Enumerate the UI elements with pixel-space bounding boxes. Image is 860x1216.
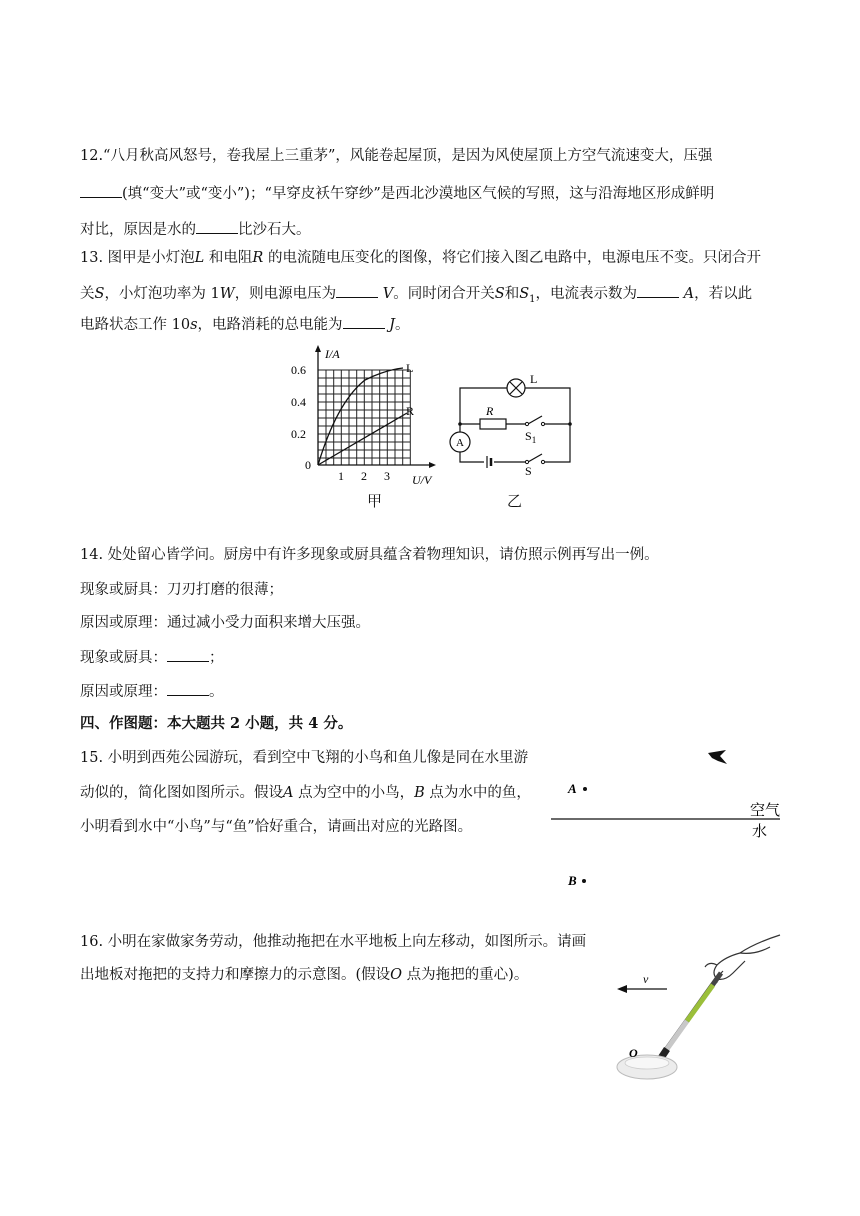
circuit-caption: 乙 — [507, 492, 523, 510]
q13-text: 。 — [394, 317, 410, 333]
q12-line-3 — [80, 219, 311, 240]
q13-text: 和电阻 — [208, 250, 253, 266]
q13-var: s — [190, 317, 198, 333]
graph-grid — [318, 370, 410, 465]
q13-text: ，则电源电压为 — [234, 286, 337, 302]
q15-text: 动似的，简化图如图所示。假设 — [80, 785, 283, 801]
wire-bottom-right — [544, 424, 570, 462]
q15-var: A — [283, 785, 294, 801]
water-label: 水 — [752, 822, 768, 840]
curve-r-label: R — [406, 404, 415, 418]
q13-text: 电路状态工作 10 — [80, 317, 191, 333]
q16-text: 出地板对拖把的支持力和摩擦力的示意图。(假设 — [80, 967, 391, 983]
q13-subscript: 1 — [529, 293, 536, 305]
q14-text: ； — [209, 650, 224, 666]
q13-text: ，若以此 — [694, 286, 753, 302]
junction-right — [568, 422, 572, 426]
lamp-label: L — [530, 372, 538, 386]
q14-line-2: 现象或厨具：刀刃打磨的很薄； — [80, 582, 283, 598]
switch-contact — [525, 422, 528, 425]
q13-var: W — [219, 286, 235, 302]
circuit-diagram — [440, 360, 590, 475]
q14-line-4 — [80, 647, 224, 668]
q13-line-1 — [80, 248, 761, 268]
curve-l-label: L — [406, 361, 414, 375]
q13-var: V — [382, 286, 394, 302]
q13-text: 和 — [504, 286, 520, 302]
ammeter-label: A — [456, 437, 464, 449]
q15-line-3: 小明看到水中“小鸟”与“鱼”恰好重合，请画出对应的光路图。 — [80, 819, 473, 835]
answer-blank[interactable] — [637, 283, 679, 298]
bird-icon — [708, 750, 727, 764]
q13-line-3 — [80, 314, 409, 335]
q15-text: 点为空中的小鸟， — [298, 785, 415, 801]
q13-text: 。同时闭合开关 — [393, 286, 495, 302]
q12-line-2-text: (填“变大”或“变小”)；“早穿皮袄午穿纱”是西北沙漠地区气候的写照，这与沿海地区形成鲜明 — [122, 186, 715, 202]
mop-handle-shaft — [667, 1021, 687, 1049]
y-tick-label: 0 — [305, 458, 311, 472]
switch1-label: $S_1$ — [525, 429, 537, 445]
section-heading: 四、作图题：本大题共 2 小题，共 4 分。 — [80, 715, 353, 732]
resistor-r-icon — [480, 419, 506, 429]
x-tick-label: 2 — [361, 469, 367, 483]
q16-line-1: 16. 小明在家做家务劳动，他推动拖把在水平地板上向左移动，如图所示。请画 — [80, 934, 587, 950]
point-b-dot — [582, 879, 586, 883]
q15-var: B — [414, 785, 425, 801]
q13-var: J — [389, 317, 395, 333]
x-axis-label: U/V — [412, 473, 432, 487]
q12-line-1: 12.“八月秋高风怒号，卷我屋上三重茅”，风能卷起屋顶，是因为风使屋顶上方空气流速变大，压强 — [80, 148, 713, 164]
q16-var: O — [390, 967, 403, 983]
q13-var: L — [194, 250, 205, 266]
q14-line-1: 14. 处处留心皆学问。厨房中有许多现象或厨具蕴含着物理知识，请仿照示例再写出一例。 — [80, 547, 659, 563]
q14-line-3: 原因或原理：通过减小受力面积来增大压强。 — [80, 615, 370, 631]
junction-left — [458, 422, 462, 426]
velocity-arrowhead — [617, 985, 627, 993]
q12-line-3-text-b: 比沙石大。 — [238, 222, 311, 238]
q14-text: 原因或原理： — [80, 684, 167, 700]
q13-text: ，电流表示数为 — [535, 286, 638, 302]
x-tick-label: 1 — [338, 469, 344, 483]
q13-text: 13. 图甲是小灯泡 — [80, 250, 195, 266]
graph-caption: 甲 — [367, 492, 383, 510]
answer-blank[interactable] — [80, 183, 122, 198]
answer-blank[interactable] — [196, 219, 238, 234]
answer-blank[interactable] — [167, 681, 209, 696]
point-b-label: B — [568, 873, 577, 888]
q12-line-2 — [80, 183, 714, 204]
switch-main-label: S — [525, 464, 532, 475]
q13-var: A — [683, 286, 695, 302]
mop-figure — [605, 925, 785, 1090]
answer-blank[interactable] — [343, 314, 385, 329]
q12-line-3-text-a: 对比，原因是水的 — [80, 222, 196, 238]
switch-s-icon — [528, 454, 542, 462]
x-tick-label: 3 — [384, 469, 390, 483]
answer-blank[interactable] — [336, 283, 378, 298]
q13-text: ，电路消耗的总电能为 — [197, 317, 343, 333]
q15-line-1: 15. 小明到西苑公园游玩，看到空中飞翔的小鸟和鱼儿像是同在水里游 — [80, 750, 529, 766]
wire-top-right — [525, 388, 570, 424]
q16-line-2 — [80, 965, 528, 985]
switch-contact — [541, 422, 544, 425]
line-r — [318, 413, 407, 465]
switch-contact — [541, 460, 544, 463]
mop-handle-grip — [687, 985, 713, 1021]
q13-var: S — [494, 286, 505, 302]
wire-left-lower — [460, 452, 484, 462]
air-label: 空气 — [750, 801, 781, 819]
q13-text: 关 — [80, 286, 95, 302]
gravity-center-label: O — [629, 1046, 638, 1060]
q14-line-5 — [80, 681, 224, 702]
switch-s1-icon — [528, 416, 542, 424]
y-tick-label: 0.2 — [291, 427, 306, 441]
y-axis-label: I/A — [325, 347, 340, 361]
iu-graph — [285, 340, 450, 490]
q13-var: S — [519, 286, 530, 302]
x-axis-arrow — [429, 462, 436, 468]
q14-text: 现象或厨具： — [80, 650, 167, 666]
q13-var: R — [252, 250, 264, 266]
point-a-label: A — [568, 781, 577, 796]
q13-var: S — [94, 286, 105, 302]
y-axis-arrow — [315, 345, 321, 352]
y-tick-label: 0.4 — [291, 395, 306, 409]
q15-text: 点为水中的鱼， — [429, 785, 531, 801]
bird-fish-figure — [548, 740, 788, 900]
resistor-label: R — [486, 404, 494, 418]
q15-line-2 — [80, 783, 531, 803]
q13-line-2 — [80, 283, 752, 310]
velocity-label: v — [643, 972, 649, 986]
q13-text: ，小灯泡功率为 1 — [104, 286, 220, 302]
q16-text: 点为拖把的重心)。 — [406, 967, 529, 983]
point-a-dot — [583, 787, 587, 791]
answer-blank[interactable] — [167, 647, 209, 662]
y-tick-label: 0.6 — [291, 363, 306, 377]
q13-text: 的电流随电压变化的图像，将它们接入图乙电路中，电源电压不变。只闭合开 — [267, 250, 761, 266]
q14-text: 。 — [209, 684, 224, 700]
